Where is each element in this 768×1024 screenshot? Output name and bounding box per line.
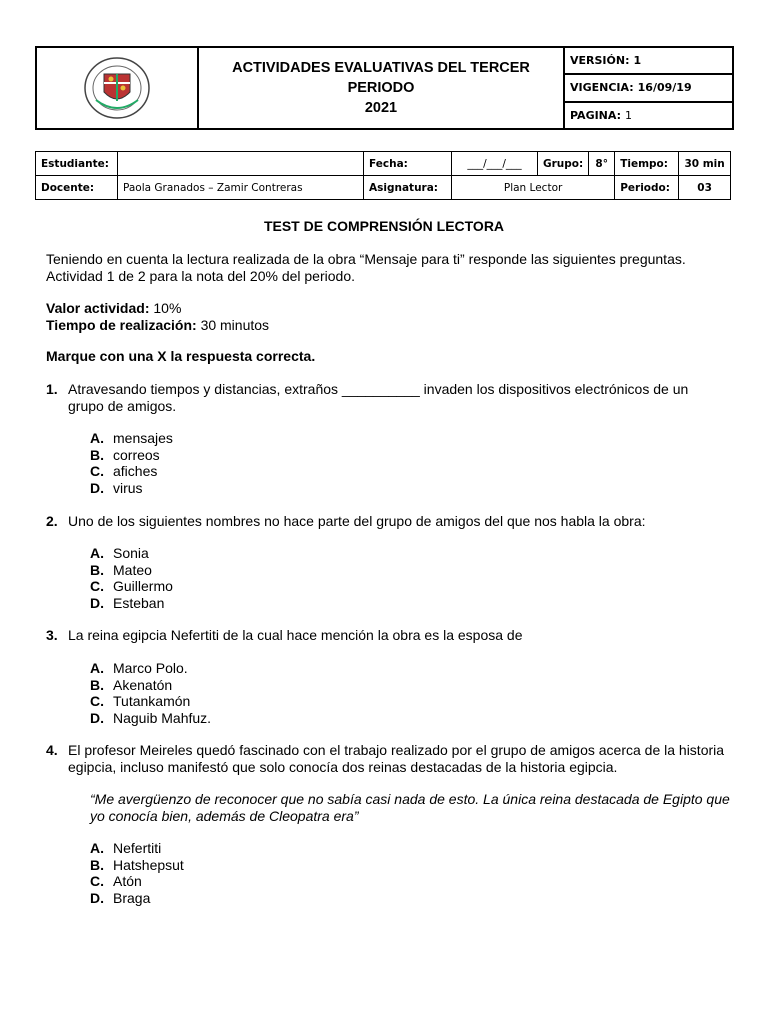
periodo-label: Periodo: [615, 176, 679, 200]
question-1-options [90, 430, 173, 496]
vigencia-row: VIGENCIA: 16/09/19 [565, 73, 732, 100]
option[interactable]: D. Esteban [90, 594, 165, 611]
asignatura-value: Plan Lector [452, 176, 615, 200]
option[interactable]: A. Marco Polo. [90, 660, 188, 676]
test-title: TEST DE COMPRENSIÓN LECTORA [263, 218, 505, 234]
grupo-value: 8° [589, 152, 615, 176]
question-2-options [90, 545, 173, 611]
option[interactable]: A. Nefertiti [90, 840, 162, 856]
estudiante-label: Estudiante: [36, 152, 118, 176]
tiempo-realizacion: Tiempo de realización: 30 minutos [46, 317, 270, 333]
document-meta [565, 48, 732, 128]
question-4: 4. El profesor Meireles quedó fascinado con el trabajo realizado por el grupo de amigos acerca de la historia egipcia, incluso manifestó que solo conocía dos reinas destacadas de la historia egipcia. [46, 742, 725, 775]
student-info-table [35, 151, 731, 200]
docente-label: Docente: [36, 176, 118, 200]
asignatura-label: Asignatura: [364, 176, 452, 200]
question-2: 2. Uno de los siguientes nombres no hace parte del grupo de amigos del que nos habla la obra: [46, 513, 646, 529]
option[interactable]: C. afiches [90, 463, 158, 479]
option[interactable]: B. Mateo [90, 561, 152, 578]
document-title [199, 48, 565, 128]
option[interactable]: D. virus [90, 479, 143, 496]
version-row: VERSIÓN: 1 [570, 54, 642, 68]
option[interactable]: B. Hatshepsut [90, 856, 184, 873]
option[interactable]: B. correos [90, 446, 160, 463]
estudiante-field[interactable] [118, 152, 364, 176]
option[interactable]: A. mensajes [90, 430, 173, 446]
fecha-label: Fecha: [364, 152, 452, 176]
option[interactable]: C. Tutankamón [90, 693, 191, 709]
intro-paragraph: Teniendo en cuenta la lectura realizada de la obra “Mensaje para ti” responde las siguientes preguntas. Actividad 1 de 2 para la nota del 20% del periodo. [46, 251, 686, 284]
title-line-1: ACTIVIDADES EVALUATIVAS DEL TERCER PERIODO [232, 60, 530, 96]
tiempo-label: Tiempo: [615, 152, 679, 176]
question-4-quote: “Me avergüenzo de reconocer que no sabía casi nada de esto. La única reina destacada de Egipto que yo conocía bien, además de Cleopatra era” [90, 791, 730, 824]
document-header [35, 46, 734, 130]
title-line-2: 2021 [364, 100, 398, 116]
question-3: 3. La reina egipcia Nefertiti de la cual hace mención la obra es la esposa de [46, 627, 523, 643]
instruction: Marque con una X la respuesta correcta. [46, 348, 316, 364]
question-3-options [90, 660, 211, 726]
option[interactable]: D. Braga [90, 889, 151, 906]
option[interactable]: C. Guillermo [90, 578, 173, 594]
option[interactable]: B. Akenatón [90, 676, 173, 693]
option[interactable]: C. Atón [90, 873, 142, 889]
grupo-label: Grupo: [538, 152, 589, 176]
valor-actividad: Valor actividad: 10% [46, 300, 182, 316]
tiempo-value: 30 min [679, 152, 731, 176]
question-1: 1. Atravesando tiempos y distancias, extraños __________ invaden los dispositivos electrónicos de un grupo de amigos. [46, 381, 689, 414]
option[interactable]: D. Naguib Mahfuz. [90, 709, 212, 726]
option[interactable]: A. Sonia [90, 545, 149, 561]
fecha-field[interactable]: ___/___/___ [452, 152, 538, 176]
periodo-value: 03 [679, 176, 731, 200]
question-4-options [90, 840, 184, 906]
pagina-row: PAGINA: 1 [565, 101, 732, 128]
docente-value: Paola Granados – Zamir Contreras [118, 176, 364, 200]
school-seal-logo [37, 48, 199, 128]
